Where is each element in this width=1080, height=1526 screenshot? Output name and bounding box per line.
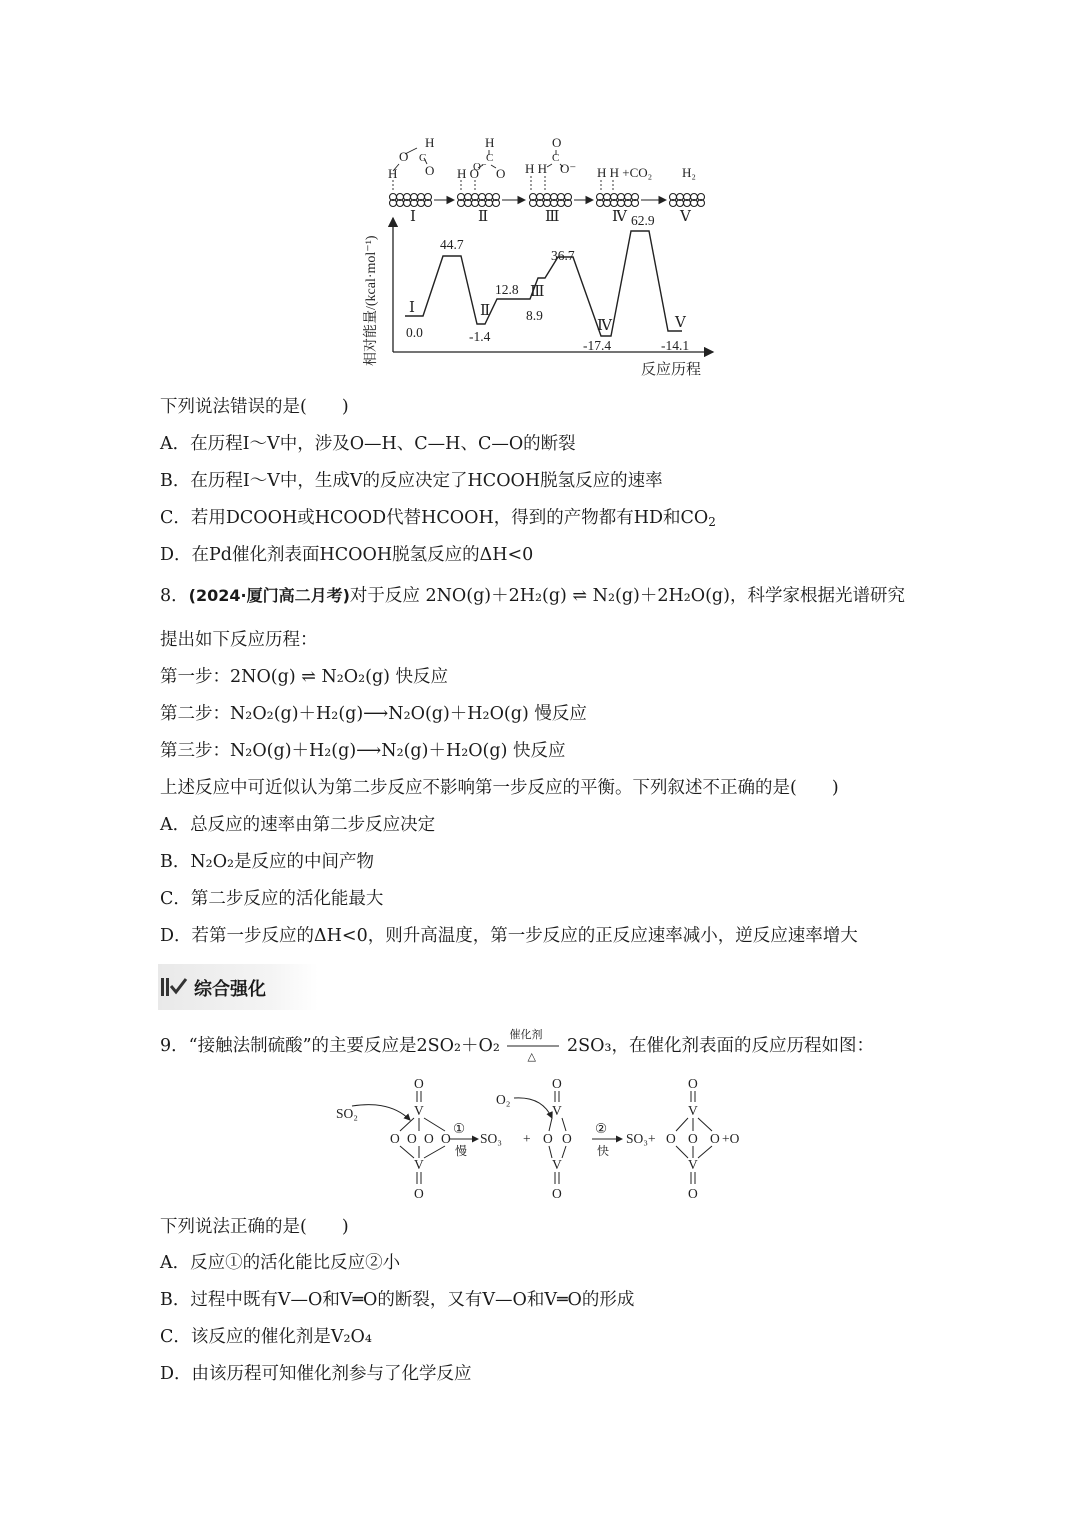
right-o-3: O xyxy=(710,1131,720,1146)
s3-o-top: O xyxy=(552,135,562,150)
energy-neg1-4: -1.4 xyxy=(469,329,491,344)
q9-stem-line xyxy=(160,1028,875,1063)
q9-stem-post: 2SO₃，在催化剂表面的反应历程如图： xyxy=(567,1036,875,1056)
s1-o-left: O xyxy=(399,149,409,164)
q7-option-b: B．在历程Ⅰ～Ⅴ中，生成Ⅴ的反应决定了HCOOH脱氢反应的速率 xyxy=(160,471,663,491)
state-label-5: Ⅴ xyxy=(680,209,691,225)
q9-catalyst-label: 催化剂 xyxy=(509,1028,543,1041)
q8-stem1: 对于反应 2NO(g)＋2H₂(g) ⇌ N₂(g)＋2H₂O(g)，科学家根据光谱研究 xyxy=(349,586,905,606)
left-v-top: V xyxy=(414,1103,424,1118)
q8-step2: 第二步：N₂O₂(g)＋H₂(g)⟶N₂O(g)＋H₂O(g) 慢反应 xyxy=(160,704,587,724)
s2-h-top: H xyxy=(485,135,495,150)
q7-option-a: A．在历程Ⅰ～Ⅴ中，涉及O—H、C—H、C—O的断裂 xyxy=(160,434,576,454)
catalyst-mechanism-figure xyxy=(330,1072,760,1204)
fast-label: 快 xyxy=(597,1144,610,1158)
left-o-4: O xyxy=(441,1131,451,1146)
x-axis-label: 反应历程 xyxy=(641,362,702,378)
right-v-bottom: V xyxy=(688,1157,698,1172)
q8-option-b: B．N₂O₂是反应的中间产物 xyxy=(160,852,375,872)
q8-step1: 第一步：2NO(g) ⇌ N₂O₂(g) 快反应 xyxy=(160,667,449,687)
s4-text: H H +CO₂ xyxy=(597,165,653,180)
q8-option-d: D．若第一步反应的ΔH<0，则升高温度，第一步反应的正反应速率减小，逆反应速率增大 xyxy=(160,926,858,946)
surface-3 xyxy=(530,194,572,207)
left-o-3: O xyxy=(424,1131,434,1146)
section-header xyxy=(158,964,318,1010)
q8-source: (2024·厦门高二月考) xyxy=(188,586,350,605)
s1-h-left: H xyxy=(388,166,398,181)
mid-o-top: O xyxy=(552,1076,562,1091)
surface-5 xyxy=(670,194,705,207)
q9-stem: 下列说法正确的是( ) xyxy=(160,1217,349,1237)
s1-o-right: O xyxy=(425,163,435,178)
mid-o-bottom: O xyxy=(552,1186,562,1201)
right-o-bottom: O xyxy=(688,1186,698,1201)
plus-sign: + xyxy=(523,1131,531,1146)
q8-option-c: C．第二步反应的活化能最大 xyxy=(160,889,384,909)
state-label-3: Ⅲ xyxy=(545,209,560,225)
q9-heat-label: △ xyxy=(527,1050,536,1063)
o2-label: O₂ xyxy=(496,1092,511,1107)
y-axis-label: 相对能量/(kcal·mol⁻¹) xyxy=(364,235,379,366)
slow-label: 慢 xyxy=(455,1144,468,1158)
section-title: 综合强化 xyxy=(194,979,266,1000)
surface-2 xyxy=(458,194,500,207)
s5-text: H₂ xyxy=(682,165,696,180)
q9-stem-pre: 9．“接触法制硫酸”的主要反应是2SO₂＋O₂ xyxy=(160,1036,500,1056)
right-o-top: O xyxy=(688,1076,698,1091)
q8-stem2: 提出如下反应历程： xyxy=(160,630,318,650)
left-v-bottom: V xyxy=(414,1157,424,1172)
so3-plus-label: SO₃+ xyxy=(626,1131,656,1146)
state-label-1: Ⅰ xyxy=(410,209,416,225)
state-label-2: Ⅱ xyxy=(478,209,489,225)
energy-labels xyxy=(406,213,689,353)
checklist-icon xyxy=(160,976,188,998)
energy-neg17-4: -17.4 xyxy=(583,338,612,353)
step2-label: ② xyxy=(595,1121,608,1136)
q9-option-a: A．反应①的活化能比反应②小 xyxy=(160,1253,401,1273)
energy-12-8: 12.8 xyxy=(495,282,519,297)
so3-label-1: SO₃ xyxy=(480,1131,502,1146)
q8-stem3: 上述反应中可近似认为第二步反应不影响第一步反应的平衡。下列叙述不正确的是( ) xyxy=(160,778,839,798)
energy-0: 0.0 xyxy=(406,325,423,340)
right-o-2: O xyxy=(688,1131,698,1146)
q7-option-d: D．在Pd催化剂表面HCOOH脱氢反应的ΔH<0 xyxy=(160,545,534,565)
q9-option-d: D．由该历程可知催化剂参与了化学反应 xyxy=(160,1364,472,1384)
surface-4 xyxy=(597,194,639,207)
right-plus-o: +O xyxy=(722,1131,740,1146)
s3-hh: H H xyxy=(525,161,548,176)
s3-c: C xyxy=(552,152,560,164)
energy-profile-figure xyxy=(355,128,725,383)
so2-label: SO₂ xyxy=(336,1106,358,1121)
s1-h-top: H xyxy=(425,135,435,150)
energy-44-7: 44.7 xyxy=(440,237,464,252)
state-label-4: Ⅳ xyxy=(612,209,627,225)
energy-36-7: 36.7 xyxy=(551,248,575,263)
q8-option-a: A．总反应的速率由第二步反应决定 xyxy=(160,815,436,835)
q8-stem-line1 xyxy=(160,584,905,608)
energy-neg14-1: -14.1 xyxy=(661,338,690,353)
s2-c: C xyxy=(486,152,494,164)
energy-62-9: 62.9 xyxy=(631,213,655,228)
left-o-bottom: O xyxy=(414,1186,424,1201)
mid-v-bottom: V xyxy=(552,1157,562,1172)
right-o-1: O xyxy=(666,1131,676,1146)
s2-o: O xyxy=(496,166,506,181)
surface-1 xyxy=(390,194,432,207)
q9-option-c: C．该反应的催化剂是V₂O₄ xyxy=(160,1327,372,1347)
q9-option-b: B．过程中既有V—O和V═O的断裂，又有V—O和V═O的形成 xyxy=(160,1290,635,1310)
q8-step3: 第三步：N₂O(g)＋H₂(g)⟶N₂(g)＋H₂O(g) 快反应 xyxy=(160,741,566,761)
q9-catalyst-arrow xyxy=(505,1028,561,1063)
step1-label: ① xyxy=(453,1121,466,1136)
mid-o-1: O xyxy=(543,1131,553,1146)
state-on-path-1: Ⅰ xyxy=(409,300,415,316)
s2-o-minus: O⁻ xyxy=(473,161,487,173)
state-on-path-5: Ⅴ xyxy=(675,315,686,331)
q7-stem: 下列说法错误的是( ) xyxy=(160,397,349,417)
energy-8-9: 8.9 xyxy=(526,308,543,323)
q7-option-c-text: C．若用DCOOH或HCOOD代替HCOOH，得到的产物都有HD和CO xyxy=(160,508,709,528)
right-v-top: V xyxy=(688,1103,698,1118)
s3-o-minus: O⁻ xyxy=(560,161,577,176)
s2-ho: H O xyxy=(457,166,480,181)
state-on-path-2: Ⅱ xyxy=(480,303,491,319)
left-o-1: O xyxy=(390,1131,400,1146)
mid-o-2: O xyxy=(562,1131,572,1146)
left-o-top: O xyxy=(414,1076,424,1091)
state-on-path-4: Ⅳ xyxy=(597,318,612,334)
q8-number: 8． xyxy=(160,586,189,606)
s1-c: C xyxy=(419,152,427,164)
adsorbed-species xyxy=(388,135,696,181)
q7-option-c-sub: 2 xyxy=(708,515,716,529)
left-o-2: O xyxy=(407,1131,417,1146)
state-on-path-3: Ⅲ xyxy=(530,284,545,300)
q7-option-c xyxy=(160,506,716,534)
mid-v-top: V xyxy=(552,1103,562,1118)
